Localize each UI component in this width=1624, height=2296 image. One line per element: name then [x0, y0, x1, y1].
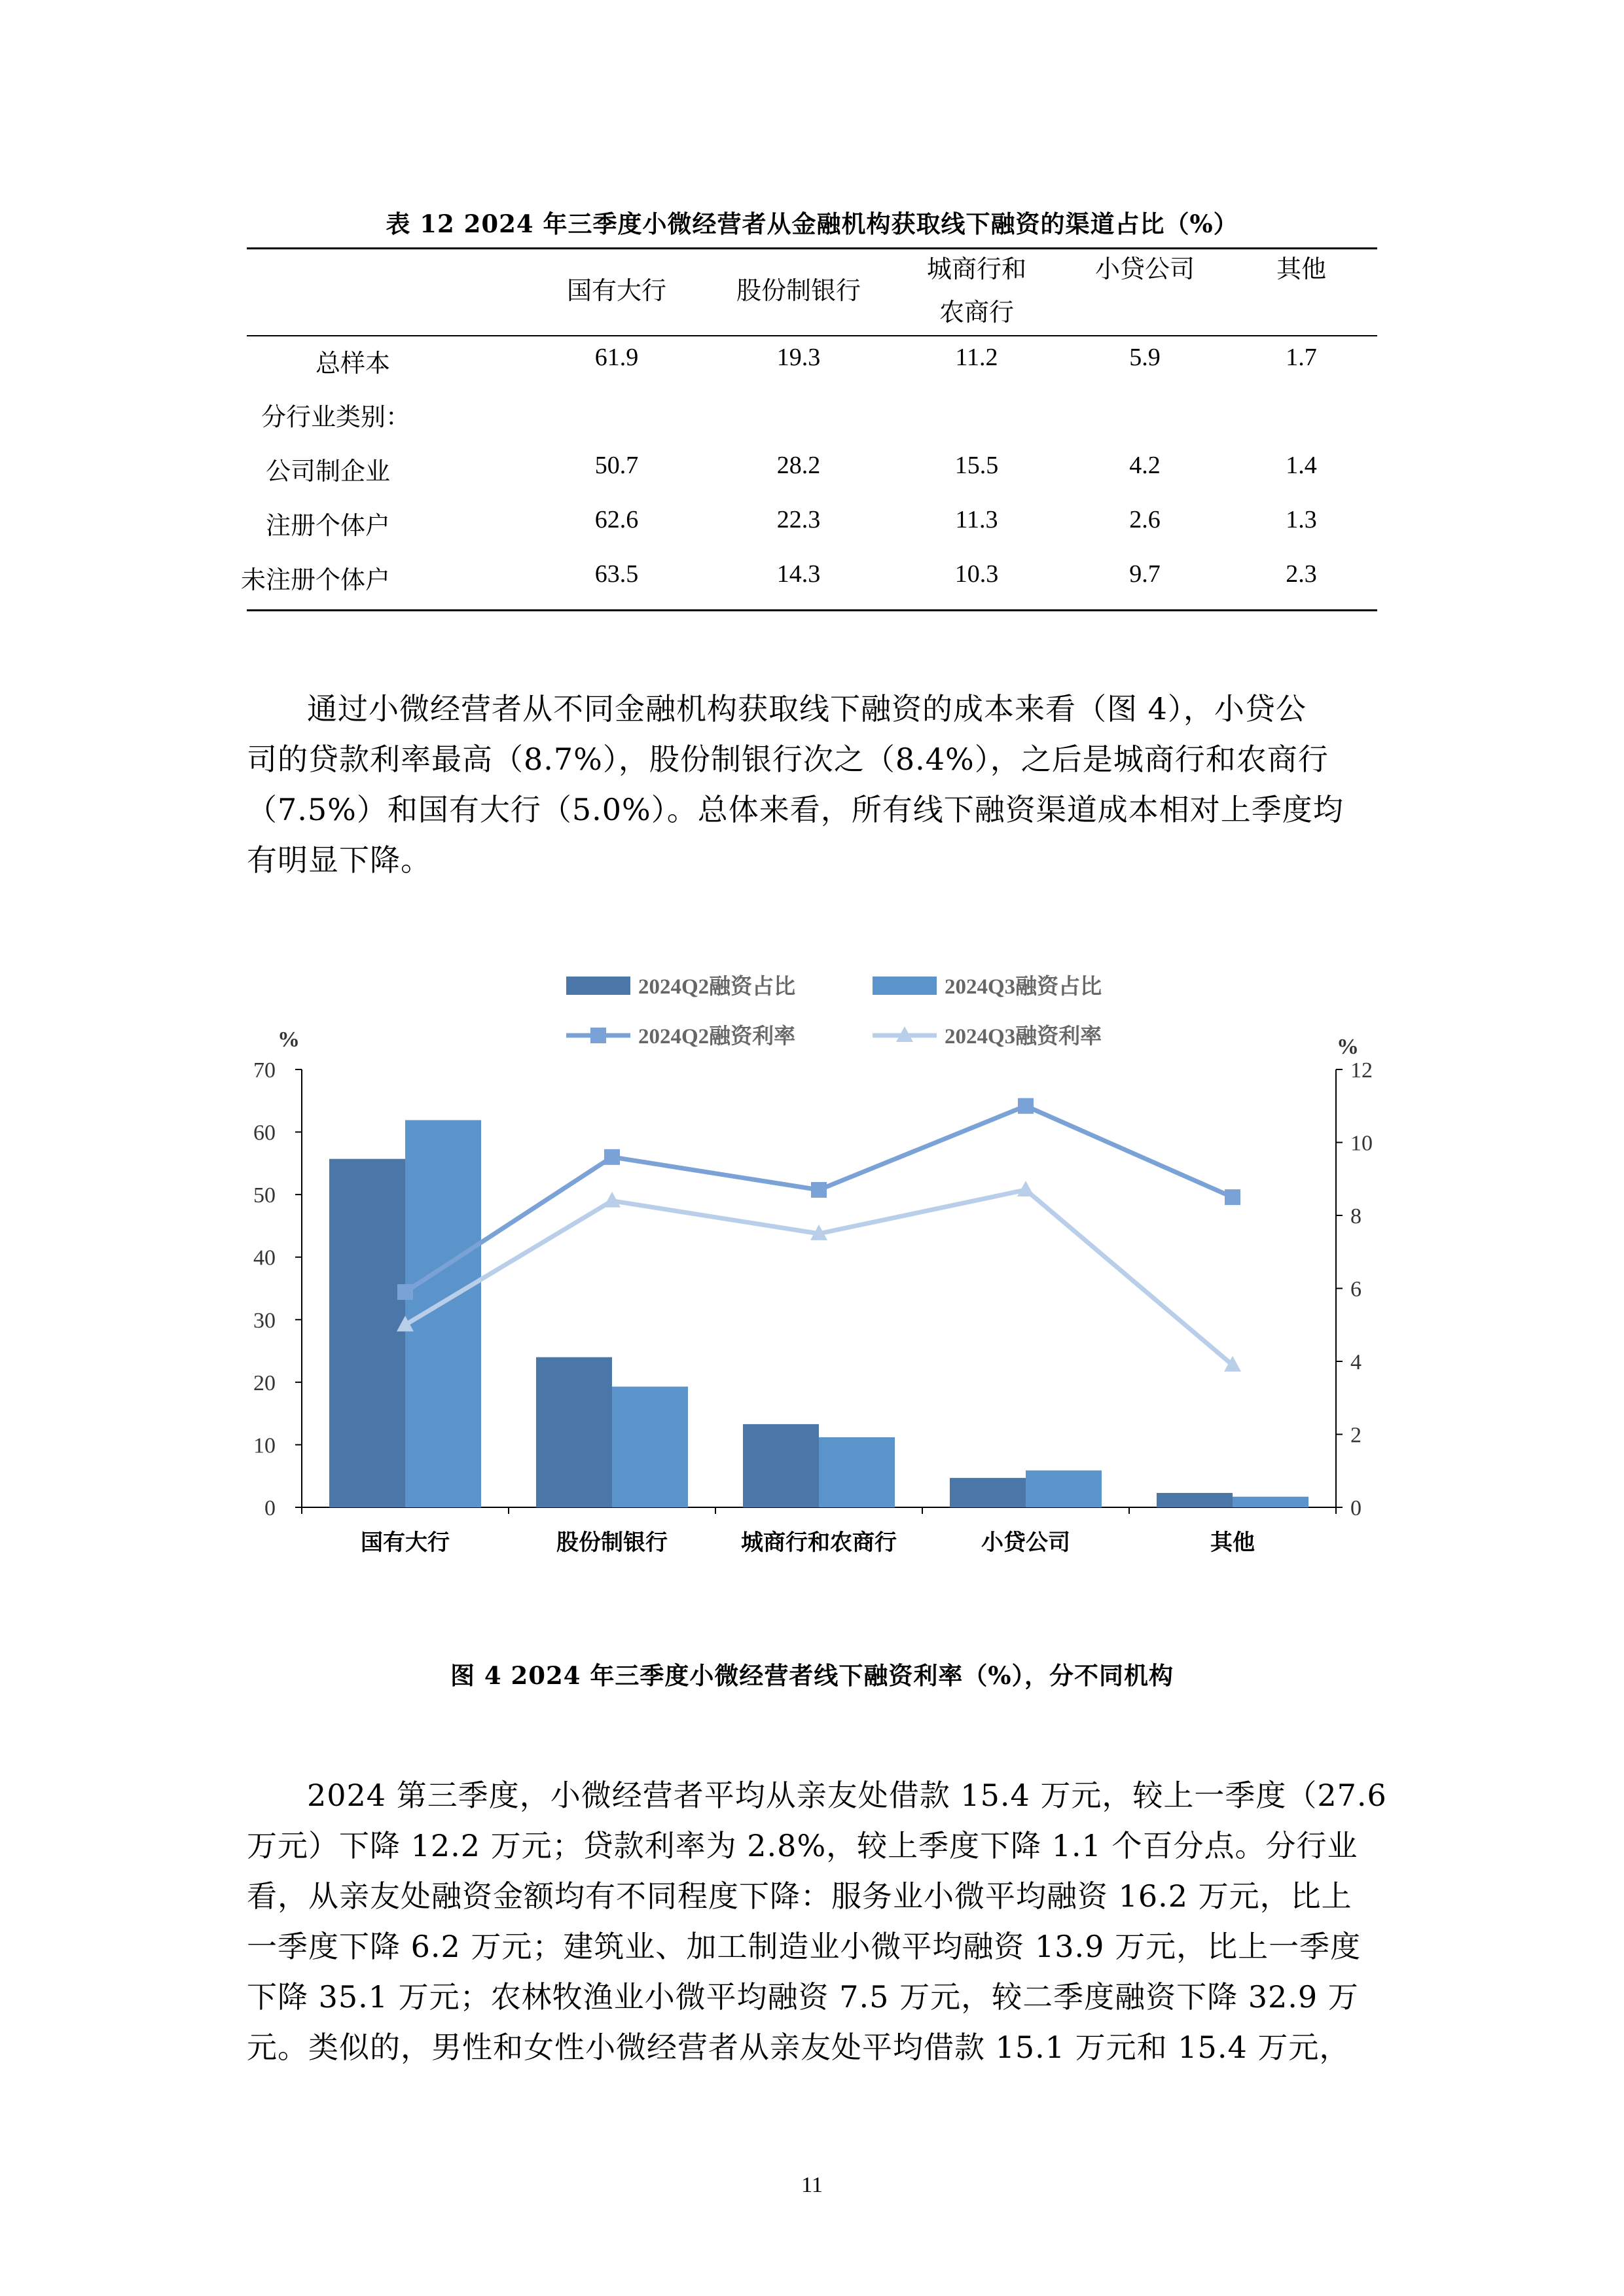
legend-label: 2024Q2融资利率 — [638, 1025, 796, 1049]
cell-unregistered-other: 2.3 — [1286, 560, 1317, 588]
figure-caption: 图 4 2024 年三季度小微经营者线下融资利率（%），分不同机构 — [450, 1661, 1174, 1690]
table-caption: 表 12 2024 年三季度小微经营者从金融机构获取线下融资的渠道占比（%） — [386, 209, 1238, 238]
paragraph-1-line: 通过小微经营者从不同金融机构获取线下融资的成本来看（图 4），小贷公 — [307, 691, 1307, 726]
line-point-q2 — [1018, 1098, 1034, 1114]
col-header-microloan-companies: 小贷公司 — [1094, 255, 1195, 283]
cell-registered-joint: 22.3 — [776, 506, 821, 533]
col-header-joint-stock-banks: 股份制银行 — [736, 276, 861, 305]
cell-unregistered-micro: 9.7 — [1129, 560, 1161, 588]
row-label-registered: 注册个体户 — [265, 511, 390, 540]
category-label: 其他 — [1210, 1531, 1255, 1555]
right-axis-label: % — [1337, 1035, 1359, 1059]
right-tick-label: 6 — [1350, 1277, 1362, 1302]
row-label-company: 公司制企业 — [265, 457, 390, 486]
right-tick-label: 4 — [1350, 1350, 1362, 1374]
line-point-q2 — [1225, 1189, 1240, 1205]
cell-total-other: 1.7 — [1286, 344, 1317, 371]
row-group-label: 分行业类别： — [261, 403, 411, 431]
chart-container — [247, 949, 1377, 1577]
bar-q3 — [405, 1120, 481, 1507]
paragraph-2-line: 看，从亲友处融资金额均有不同程度下降：服务业小微平均融资 16.2 万元，比上 — [247, 1878, 1352, 1914]
line-point-q2 — [811, 1182, 827, 1198]
left-tick-label: 40 — [253, 1246, 276, 1270]
left-tick-label: 0 — [264, 1496, 276, 1520]
table-top-rule — [247, 247, 1377, 249]
category-label: 城商行和农商行 — [741, 1531, 897, 1555]
legend-swatch-bar — [566, 977, 630, 995]
category-label: 小贷公司 — [981, 1531, 1070, 1555]
category-label: 股份制银行 — [556, 1531, 668, 1555]
legend-marker-square — [590, 1028, 606, 1043]
paragraph-2-line: 万元）下降 12.2 万元；贷款利率为 2.8%，较上季度下降 1.1 个百分点。分行业 — [247, 1828, 1358, 1863]
col-header-city-rural-banks-line1: 城商行和 — [926, 255, 1027, 283]
page-number: 11 — [801, 2173, 823, 2197]
legend-label: 2024Q3融资利率 — [945, 1025, 1102, 1049]
paragraph-1-line: 司的贷款利率最高（8.7%），股份制银行次之（8.4%），之后是城商行和农商行 — [247, 742, 1329, 777]
left-tick-label: 60 — [253, 1121, 276, 1145]
cell-company-state: 50.7 — [594, 452, 639, 479]
left-tick-label: 20 — [253, 1371, 276, 1395]
right-tick-label: 8 — [1350, 1204, 1362, 1229]
paragraph-2 — [247, 1770, 1387, 2073]
series-line-q2 — [405, 1106, 1233, 1292]
right-tick-label: 2 — [1350, 1423, 1362, 1448]
category-label: 国有大行 — [361, 1531, 450, 1555]
paragraph-1-line: 有明显下降。 — [247, 842, 431, 878]
cell-unregistered-city: 10.3 — [954, 560, 999, 588]
cell-unregistered-state: 63.5 — [594, 560, 639, 588]
bar-q3 — [1233, 1497, 1308, 1507]
paragraph-2-line: 2024 第三季度，小微经营者平均从亲友处借款 15.4 万元，较上一季度（27.6 — [307, 1778, 1387, 1813]
bar-q2 — [950, 1478, 1026, 1507]
left-tick-label: 70 — [253, 1058, 276, 1083]
cell-unregistered-joint: 14.3 — [776, 560, 821, 588]
bar-q3 — [1026, 1471, 1102, 1507]
paragraph-2-line: 下降 35.1 万元；农林牧渔业小微平均融资 7.5 万元，较二季度融资下降 32.9 万 — [247, 1979, 1359, 2015]
cell-company-micro: 4.2 — [1129, 452, 1161, 479]
bar-q2 — [536, 1357, 612, 1507]
right-tick-label: 12 — [1350, 1058, 1373, 1083]
cell-registered-state: 62.6 — [594, 506, 639, 533]
left-axis-label: % — [278, 1028, 300, 1052]
cell-total-city: 11.2 — [955, 344, 998, 371]
right-tick-label: 0 — [1350, 1496, 1362, 1520]
legend-label: 2024Q3融资占比 — [945, 975, 1102, 999]
paragraph-1 — [247, 684, 1377, 886]
right-tick-label: 10 — [1350, 1131, 1373, 1156]
table-bottom-rule — [247, 609, 1377, 611]
data-table — [240, 247, 1377, 611]
cell-registered-city: 11.3 — [955, 506, 998, 533]
line-point-q3 — [1017, 1181, 1034, 1196]
cell-company-other: 1.4 — [1286, 452, 1317, 479]
line-point-q2 — [397, 1284, 413, 1300]
cell-company-city: 15.5 — [954, 452, 999, 479]
bar-q3 — [819, 1437, 895, 1507]
series-line-q3 — [405, 1190, 1233, 1365]
col-header-other: 其他 — [1276, 255, 1327, 283]
legend-label: 2024Q2融资占比 — [638, 975, 796, 999]
cell-total-joint: 19.3 — [776, 344, 821, 371]
cell-registered-other: 1.3 — [1286, 506, 1317, 533]
col-header-state-banks: 国有大行 — [566, 276, 667, 305]
cell-registered-micro: 2.6 — [1129, 506, 1161, 533]
bar-q2 — [1157, 1493, 1233, 1507]
row-label-unregistered: 未注册个体户 — [240, 565, 390, 594]
line-point-q2 — [604, 1149, 620, 1165]
cell-total-state: 61.9 — [594, 344, 639, 371]
bar-q2 — [329, 1159, 405, 1507]
left-tick-label: 50 — [253, 1183, 276, 1208]
row-label-total: 总样本 — [315, 349, 390, 378]
left-tick-label: 10 — [253, 1433, 276, 1458]
legend-swatch-bar — [873, 977, 937, 995]
left-tick-label: 30 — [253, 1308, 276, 1333]
col-header-city-rural-banks-line2: 农商行 — [939, 298, 1015, 327]
paragraph-2-line: 元。类似的，男性和女性小微经营者从亲友处平均借款 15.1 万元和 15.4 万元， — [247, 2030, 1350, 2065]
bar-q2 — [743, 1424, 819, 1507]
paragraph-2-line: 一季度下降 6.2 万元；建筑业、加工制造业小微平均融资 13.9 万元，比上一季度 — [247, 1929, 1362, 1964]
paragraph-1-line: （7.5%）和国有大行（5.0%）。总体来看，所有线下融资渠道成本相对上季度均 — [247, 792, 1344, 827]
cell-company-joint: 28.2 — [776, 452, 821, 479]
bar-q3 — [612, 1387, 688, 1507]
table-header-rule — [247, 335, 1377, 336]
cell-total-micro: 5.9 — [1129, 344, 1161, 371]
financing-rate-chart — [247, 949, 1377, 1577]
